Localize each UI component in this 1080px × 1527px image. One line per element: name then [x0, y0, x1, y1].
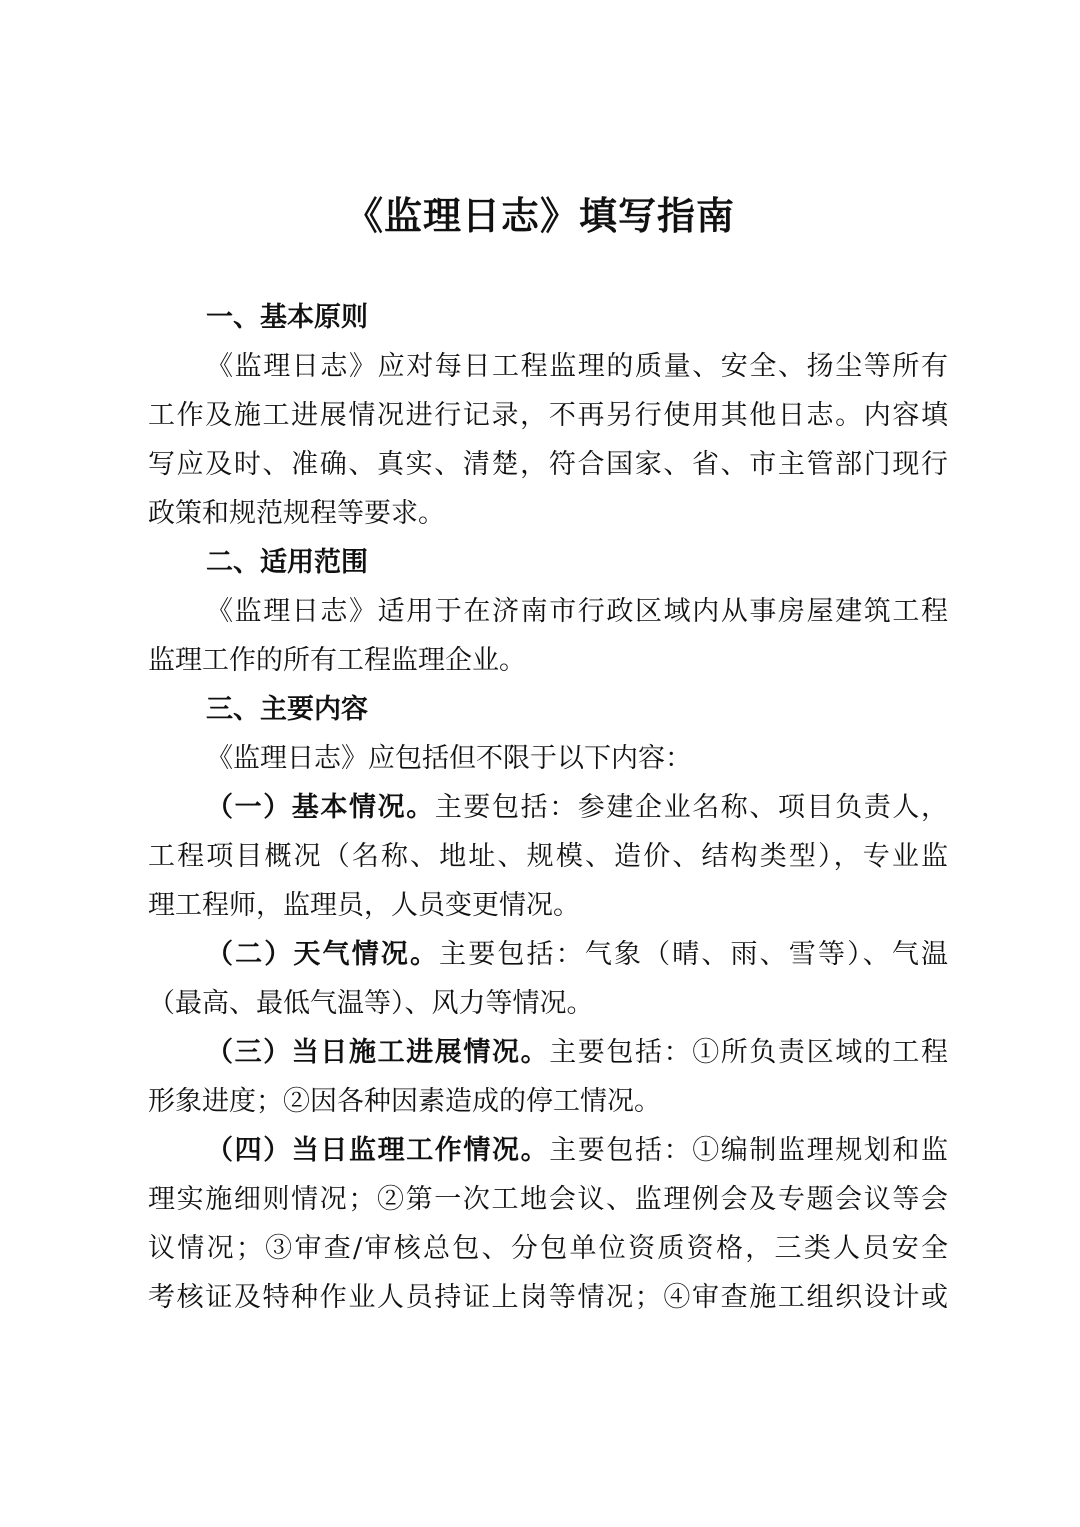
section-heading-main-content: 三、主要内容	[206, 694, 368, 725]
paragraph-line: 写应及时、准确、真实、清楚，符合国家、省、市主管部门现行	[148, 449, 948, 480]
paragraph-line	[148, 1126, 948, 1175]
paragraph-line: 《监理日志》适用于在济南市行政区域内从事房屋建筑工程	[206, 596, 948, 627]
paragraph-line: 《监理日志》应包括但不限于以下内容：	[206, 743, 692, 774]
paragraph-line	[148, 930, 948, 979]
paragraph-line: 监理工作的所有工程监理企业。	[148, 645, 526, 676]
subsection-label-construction-progress: （三）当日施工进展情况。	[206, 1037, 550, 1068]
document-body	[148, 293, 948, 1322]
document-title: 《监理日志》填写指南	[344, 194, 735, 238]
paragraph-line: （最高、最低气温等）、风力等情况。	[148, 988, 594, 1019]
paragraph-line: 工作及施工进展情况进行记录，不再另行使用其他日志。内容填	[148, 400, 948, 431]
paragraph-line: 议情况；③审查/审核总包、分包单位资质资格，三类人员安全	[148, 1233, 948, 1264]
paragraph-text: 主要包括：气象（晴、雨、雪等）、气温	[439, 939, 949, 970]
paragraph-text: 主要包括：①编制监理规划和监	[549, 1135, 949, 1166]
paragraph-line: 政策和规范规程等要求。	[148, 498, 445, 529]
paragraph-text: 主要包括：①所负责区域的工程	[549, 1037, 949, 1068]
paragraph-line	[148, 1028, 948, 1077]
subsection-label-basic-info: （一）基本情况。	[206, 792, 435, 823]
paragraph-text: 主要包括：参建企业名称、项目负责人，	[434, 792, 949, 823]
subsection-label-supervision-work: （四）当日监理工作情况。	[206, 1135, 550, 1166]
subsection-label-weather: （二）天气情况。	[206, 939, 440, 970]
paragraph-line: 《监理日志》应对每日工程监理的质量、安全、扬尘等所有	[206, 351, 948, 382]
section-heading-scope: 二、适用范围	[206, 547, 368, 578]
paragraph-line: 理工程师，监理员，人员变更情况。	[148, 890, 580, 921]
paragraph-line: 工程项目概况（名称、地址、规模、造价、结构类型），专业监	[148, 841, 948, 872]
paragraph-line: 考核证及特种作业人员持证上岗等情况；④审查施工组织设计或	[148, 1282, 948, 1313]
paragraph-line: 形象进度；②因各种因素造成的停工情况。	[148, 1086, 661, 1117]
section-heading-basic-principles: 一、基本原则	[206, 302, 368, 333]
paragraph-line	[148, 783, 948, 832]
paragraph-line: 理实施细则情况；②第一次工地会议、监理例会及专题会议等会	[148, 1184, 948, 1215]
